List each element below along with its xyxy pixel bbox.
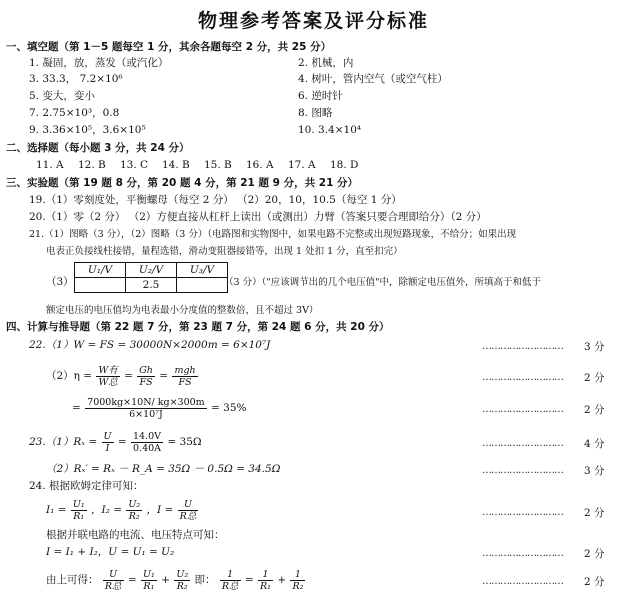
q23-prefix: 23.（1）Rₓ = [29,436,98,448]
page-title: 物理参考答案及评分标准 [197,10,429,32]
table-cell [75,278,126,293]
choice-answer: 12. B [78,159,106,171]
section-calculation-heading: 四、计算与推导题（第 22 题 7 分，第 23 题 7 分，第 24 题 6 分，共 20 分） [6,321,390,333]
fraction-mgh [172,365,197,388]
choice-answer: 13. C [120,159,149,171]
score: 3 分 [584,341,605,353]
answer-10: 10. 3.4×10⁴ [298,124,362,136]
answer-24-result [46,566,306,594]
choice-answer: 16. A [246,159,274,171]
score-leader: ……………………… [482,576,563,587]
answer-20: 20.（1）零（2 分） （2）方便直接从杠杆上读出（或测出）力臂（答案只要合理即给分）（2 分） [29,211,487,223]
score: 2 分 [584,507,605,519]
numerator: U [103,430,112,442]
denominator: R总 [221,580,239,592]
score-leader: ……………………… [482,372,563,383]
answer-8: 8. 图略 [298,107,333,119]
section-fill-in-heading: 一、填空题（第 1－5 题每空 1 分，其余各题每空 2 分，共 25 分） [6,41,332,53]
score-leader: ……………………… [482,548,563,559]
answer-21-part3-label: （3） [46,276,74,288]
fraction-gh [137,365,155,388]
score: 2 分 [584,576,605,588]
denominator: W总 [98,376,118,388]
numerator: W有 [98,364,118,376]
table-header: U₁/V [75,263,126,278]
answer-24-intro: 24. 根据欧姆定律可知： [29,480,144,492]
numerator: 1 [220,569,241,581]
table-header: U₂/V [126,263,177,278]
result: = 35Ω [167,436,202,448]
answer-23-1: 23.（1）Rₓ = $\frac{U}{I}$ = $\frac{14.0V}{0.40A}$ = 35Ω [29,430,202,454]
answer-19: 19.（1）零刻度处，平衡螺母（每空 2 分） （2）20，10，10.5（每空 1 分） [29,194,402,206]
numerator: U [103,569,124,581]
choice-answer: 17. A [288,159,316,171]
table-cell: 2.5 [126,278,177,293]
fraction-u [178,499,199,522]
score: 2 分 [584,372,605,384]
section-experiment-heading: 三、实验题（第 19 题 8 分，第 20 题 4 分，第 21 题 9 分，共 21 分） [6,177,359,189]
fraction-u-rt [103,569,124,592]
i2-label: ，I₂ = [91,504,123,516]
numerator: Gh [139,364,153,376]
choice-answer: 15. B [204,159,232,171]
section-choice-heading: 二、选择题（每小题 3 分，共 24 分） [6,142,190,154]
table-cell [177,278,228,293]
answer-6: 6. 逆时针 [298,90,343,102]
fraction-u2 [126,499,142,522]
fraction-u1 [71,499,87,522]
equals: = [159,370,169,382]
voltage-table [74,262,228,293]
answer-3: 3. 33.3， 7.2×10⁶ [29,73,123,85]
numerator: U₁ [143,568,155,580]
numerator: 1 [290,569,305,581]
denominator: I [105,442,110,454]
score: 2 分 [584,404,605,416]
i-label: ，I = [146,504,174,516]
fraction-ui [102,431,114,454]
score-leader: ……………………… [482,507,563,518]
numerator: U₁ [72,498,85,510]
numerator: U₂ [128,498,141,510]
answer-1: 1. 凝固，放，蒸发（或汽化） [29,57,169,69]
denominator: FS [139,376,153,388]
equals: = [127,574,137,586]
fraction-w [96,365,119,388]
answer-4: 4. 树叶，管内空气（或空气柱） [298,73,448,85]
denominator: 0.40A [133,442,162,454]
answer-22-2 [46,364,199,388]
numerator: 14.0V [133,430,162,442]
equals: = [244,574,254,586]
score-leader: ……………………… [482,404,563,415]
answer-21-part1-cont: 电表正负接线柱接错，量程选错，滑动变阻器接错等，出现 1 处扣 1 分，直至扣完） [46,246,403,257]
answer-21-part1: 21.（1）图略（3 分），（2）图略（3 分）（电路图和实物图中，如果电路不完整或出现短路现象，不给分；如果出现 [29,229,517,240]
numerator: mgh [174,364,196,376]
denominator: R总 [104,580,122,592]
fraction-u2-r2 [174,569,190,592]
fraction-efficiency [85,397,207,420]
numerator: U₂ [176,568,189,580]
answer-24-relations: I = I₁ + I₂，U = U₁ = U₂ [46,546,175,558]
choice-answer: 11. A [36,159,64,171]
answer-24-ohm [46,497,199,523]
fraction-u1-r1 [141,569,157,592]
fraction-1-r1 [258,569,273,592]
answer-21-part3-note: （3 分）（"应该调节出的几个电压值"中，除额定电压值外，所填高于和低于 [224,277,542,288]
answer-22-3 [72,396,247,420]
answer-5: 5. 变大，变小 [29,90,95,102]
answer-9: 9. 3.36×10⁵，3.6×10⁵ [29,124,146,136]
answer-22-1: 22.（1）W = FS = 30000N×2000m = 6×10⁷J [29,339,271,351]
fraction-1-rt [220,569,241,592]
choice-answer: 14. B [162,159,190,171]
answer-2: 2. 机械，内 [298,57,354,69]
numerator: 1 [258,569,273,581]
numerator: 7000kg×10N/ kg×300m [87,396,205,408]
score: 2 分 [584,548,605,560]
denominator: R₁ [260,580,271,592]
equals: = [124,370,133,382]
numerator: U [178,499,199,511]
result: = 35% [211,402,247,414]
plus: + [277,574,287,586]
therefore-label: 由上可得： [46,574,99,586]
answer-24-parallel: 根据并联电路的电流、电压特点可知： [46,529,225,541]
denominator: R₁ [143,580,155,592]
q22-2-prefix: （2）η = [46,370,93,382]
score-leader: ……………………… [482,438,563,449]
denominator: R₂ [176,580,188,592]
fraction-1-r2 [290,569,305,592]
denominator: R₁ [73,510,85,522]
score: 3 分 [584,465,605,477]
denominator: R总 [179,510,197,522]
denominator: R₂ [128,510,140,522]
i1-label: I₁ = [46,504,67,516]
answer-23-2: （2）Rₓ′ = Rₓ － R_A = 35Ω － 0.5Ω = 34.5Ω [46,463,281,475]
plus: + [161,574,170,586]
score-leader: ……………………… [482,465,563,476]
answer-21-part3-note-cont: 额定电压的电压值均为电表最小分度值的整数倍，且不超过 3V） [46,305,319,316]
equals: = [72,402,81,414]
denominator: R₂ [292,580,304,592]
answer-7: 7. 2.75×10³，0.8 [29,107,120,119]
choice-answer: 18. D [330,159,359,171]
denominator: 6×10⁷J [129,408,163,420]
i-e-label: 即： [194,574,216,586]
score-leader: ……………………… [482,341,563,352]
fraction-values [131,431,163,454]
denominator: FS [178,376,192,388]
score: 4 分 [584,438,605,450]
table-header: U₃/V [177,263,228,278]
